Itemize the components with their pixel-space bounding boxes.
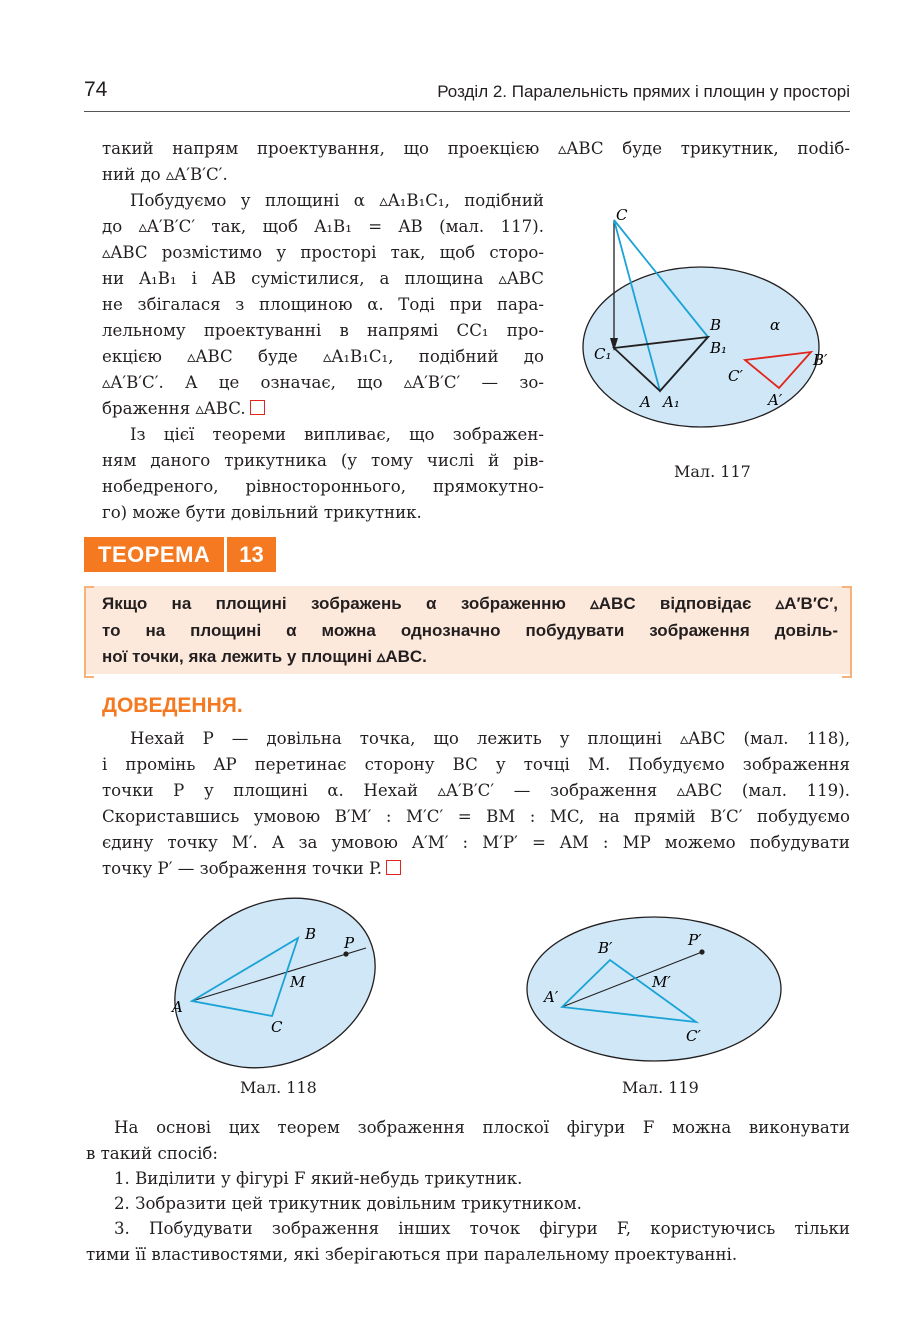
conclusion-line-1: Із цієї теореми випливає, що зображен- (130, 425, 544, 444)
theorem-label: ТЕОРЕМА (84, 537, 224, 572)
proof-line-4: Скориставшись умовою B′M′ : M′C′ = BM : MC, на прямій B′C′ побудуємо (102, 807, 850, 826)
label-c1: C₁ (594, 345, 612, 363)
conclusion-line-2: ням даного трикутника (у тому числі й рів- (102, 451, 544, 470)
label-b: B (710, 316, 722, 334)
intro-line-1: такий напрям проектування, що проекцією ▵ABC буде трикутник, поdiб- (102, 139, 850, 158)
proof-line-3: точки P у площині α. Нехай ▵A′B′C′ — зображення ▵ABC (мал. 119). (102, 781, 850, 800)
left-line-3: ▵ABC розмістимо у просторі так, щоб сторо- (102, 243, 544, 262)
label-a-118: A (172, 998, 183, 1016)
end-of-proof-icon (250, 400, 265, 415)
figure-119 (520, 915, 790, 1065)
figure-118 (150, 895, 400, 1070)
left-line-1: Побудуємо у площині α ▵A₁B₁C₁, подібний (130, 191, 544, 210)
label-a: A (640, 393, 651, 411)
proof-line-2: і промінь AP перетинає сторону BC у точці M. Побудуємо зображення (102, 755, 850, 774)
left-line-2: до ▵A′B′C′ так, щоб A₁B₁ = AB (мал. 117). (102, 217, 544, 236)
label-alpha: α (770, 316, 781, 334)
left-line-6: лельному проектуванні в напрямі CC₁ про- (102, 321, 544, 340)
label-b-119: B′ (598, 939, 613, 957)
figure-117 (570, 195, 850, 455)
closing-step-3: 3. Побудувати зображення інших точок фігури F, користуючись тільки (114, 1219, 850, 1238)
label-a-119: A′ (544, 988, 559, 1006)
proof-line-5: єдину точку M′. А за умовою A′M′ : M′P′ = AM : MP можемо побудувати (102, 833, 850, 852)
point-pp (699, 949, 704, 954)
label-c-119: C′ (686, 1027, 701, 1045)
header-rule (84, 111, 850, 112)
page-number: 74 (84, 78, 108, 101)
theorem-bracket-right (842, 586, 852, 678)
label-cp: C′ (728, 367, 743, 385)
closing-line-1: На основі цих теорем зображення плоскої фігури F можна виконувати (114, 1118, 850, 1137)
caption-119: Мал. 119 (622, 1078, 699, 1097)
closing-step-1: 1. Виділити у фігурі F який-небудь трикутник. (114, 1169, 523, 1188)
caption-118: Мал. 118 (240, 1078, 317, 1097)
caption-117: Мал. 117 (674, 462, 751, 481)
chapter-title: Розділ 2. Паралельність прямих і площин у просторі (437, 82, 850, 101)
theorem-line-3: ної точки, яка лежить у площині ▵ABC. (102, 647, 427, 666)
label-b1: B₁ (710, 339, 728, 357)
left-line-5: не збігалася з площиною α. Тоді при пара- (102, 295, 544, 314)
left-line-8: ▵A′B′C′. А це означає, що ▵A′B′C′ — зо- (102, 373, 544, 392)
left-line-9: браження ▵ABC. (102, 396, 265, 422)
label-b-118: B (305, 925, 317, 943)
theorem-header (84, 537, 276, 572)
closing-step-2: 2. Зобразити цей трикутник довільним трикутником. (114, 1194, 582, 1213)
intro-line-2: ний до ▵A′B′C′. (102, 165, 228, 184)
label-c: C (616, 206, 628, 224)
theorem-bracket-left (84, 586, 94, 678)
label-p-119: P′ (688, 931, 702, 949)
theorem-text (102, 591, 838, 671)
proof-heading: ДОВЕДЕННЯ. (102, 694, 243, 717)
conclusion-line-4: го) може бути довільний трикутник. (102, 503, 422, 522)
closing-line-2: в такий спосіб: (86, 1144, 218, 1163)
label-c-118: C (271, 1018, 283, 1036)
label-a1: A₁ (663, 393, 680, 411)
theorem-number: 13 (227, 537, 275, 572)
label-m-118: M (290, 973, 306, 991)
label-m-119: M′ (652, 973, 671, 991)
label-bp: B′ (813, 351, 828, 369)
label-p-118: P (344, 934, 355, 952)
label-ap: A′ (768, 391, 783, 409)
closing-line-last: тими її властивостями, які зберігаються при паралельному проектуванні. (86, 1245, 738, 1264)
plane-118 (150, 895, 400, 1070)
left-line-4: ни A₁B₁ і AB сумістилися, а площина ▵ABC (102, 269, 544, 288)
end-of-proof-icon (386, 860, 401, 875)
point-p (343, 951, 348, 956)
proof-line-1: Нехай P — довільна точка, що лежить у площині ▵ABC (мал. 118), (130, 729, 850, 748)
conclusion-line-3: нобедреного, рівностороннього, прямокутно- (102, 477, 544, 496)
theorem-line-2: то на площині α можна однозначно побудувати зображення довіль- (102, 620, 838, 640)
theorem-line-1: Якщо на площині зображень α зображенню ▵ABC відповідає ▵A′B′C′, (102, 594, 838, 613)
proof-line-6: точку P′ — зображення точки P. (102, 856, 401, 882)
left-line-7: екцією ▵ABC буде ▵A₁B₁C₁, подібний до (102, 347, 544, 366)
